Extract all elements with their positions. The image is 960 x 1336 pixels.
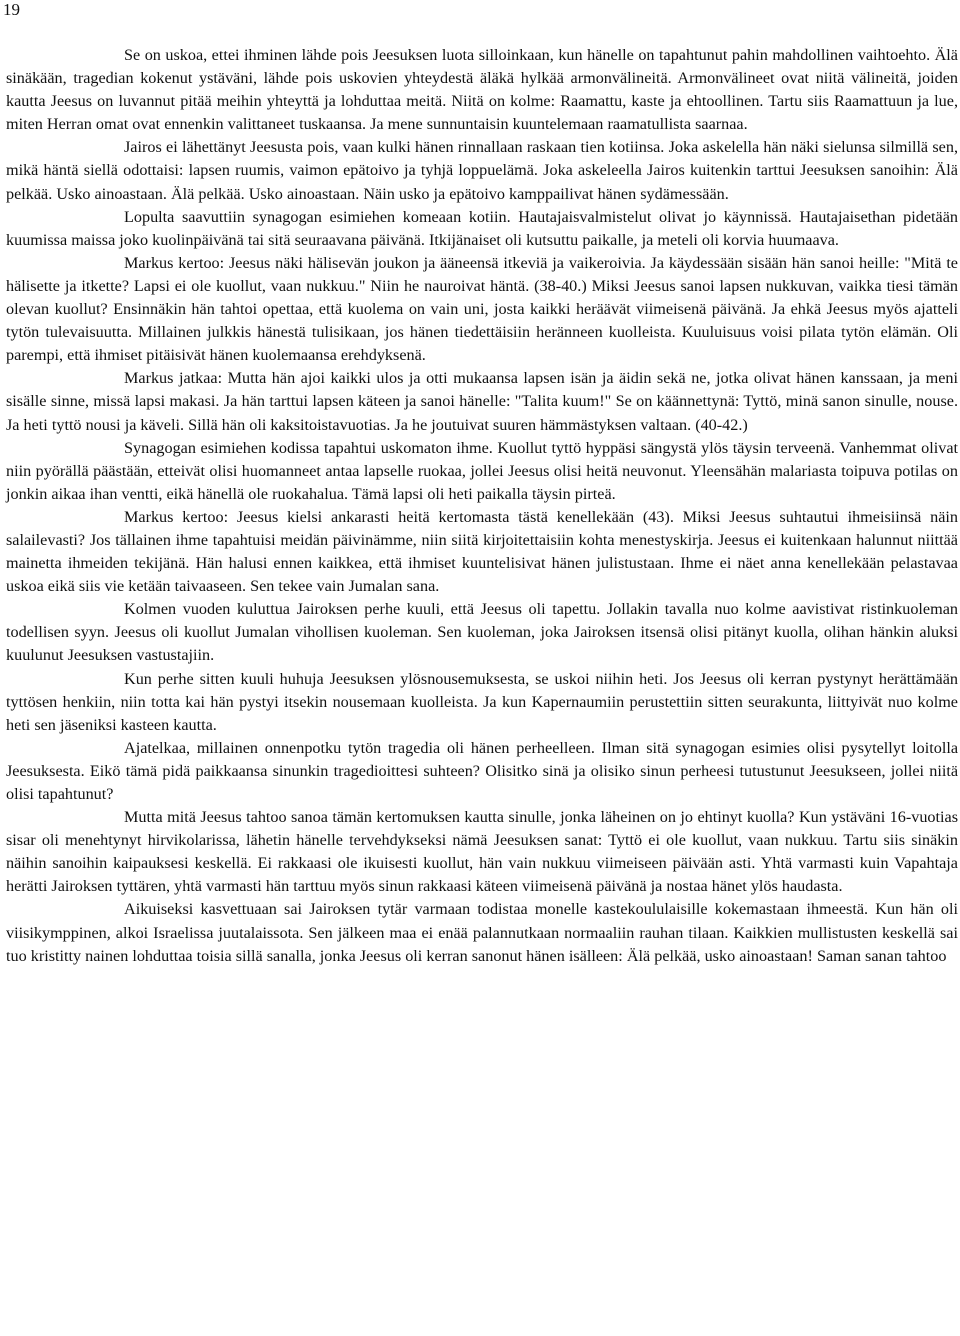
paragraph: Mutta mitä Jeesus tahtoo sanoa tämän kertomuksen kautta sinulle, jonka läheinen on jo ehtinyt kuolla? Kun ystäväni 16-vuotias sisar oli menehtynyt hirvikolarissa, lähetin hänelle tervehdykseksi nämä Jeesuksen sanat: Tyttö ei ole kuollut, vaan nukkuu. Tartu siis sinäkin näihin sanoihin kaipauksesi keskellä. Ei rakkaasi ole ikuisesti kuollut, hän vain nukkuu viimeiseen päivään asti. Yhtä varmasti kuin Vapahtaja herätti Jairoksen tyttären, yhtä varmasti hän tarttuu myös sinun rakkaasi käteen viimeisenä päivänä ja nostaa hänet ylös haudasta. <box>6 808 958 896</box>
paragraph: Markus jatkaa: Mutta hän ajoi kaikki ulos ja otti mukaansa lapsen isän ja äidin sekä ne, jotka olivat hänen kanssaan, ja meni sisälle sinne, missä lapsi makasi. Ja hän tarttui lapsen käteen ja sanoi hänelle: "Talita kuum!" Se on käännettynä: Tyttö, minä sanon sinulle, nouse. Ja heti tyttö nousi ja käveli. Sillä hän oli kaksitoistavuotias. Ja he joutuivat suuren hämmästyksen valtaan. (40-42.) <box>6 369 958 434</box>
body-text <box>6 44 958 968</box>
paragraph: Kolmen vuoden kuluttua Jairoksen perhe kuuli, että Jeesus oli tapettu. Jollakin tavalla nuo kolme aavistivat ristinkuoleman todellisen syyn. Jeesus oli kuollut Jumalan vihollisen kuoleman. Sen kuoleman, joka Jairoksen itsensä olisi pitänyt kuolla, olihan hänkin aluksi kuulunut Jeesuksen vastustajiin. <box>6 600 958 665</box>
paragraph: Ajatelkaa, millainen onnenpotku tytön tragedia oli hänen perheelleen. Ilman sitä synagogan esimies olisi pysytellyt loitolla Jeesuksesta. Eikö tämä pidä paikkaansa sinunkin tragedioittesi suhteen? Olisitko sinä ja olisiko sinun perheesi tutustunut Jeesukseen, jollei niitä olisi tapahtunut? <box>6 738 958 803</box>
paragraph: Jairos ei lähettänyt Jeesusta pois, vaan kulki hänen rinnallaan raskaan tien kotiinsa. Joka askelella hän näki sielunsa silmillä sen, mikä häntä siellä odottaisi: lapsen ruumis, vaimon epätoivo ja tyhjä loppuelämä. Joka askeleella Jairos kuitenkin tarttui Jeesuksen sanoihin: Älä pelkää. Usko ainoastaan. Älä pelkää. Usko ainoastaan. Näin usko ja epätoivo kamppailivat hänen sydämessään. <box>6 138 958 203</box>
paragraph: Lopulta saavuttiin synagogan esimiehen komeaan kotiin. Hautajaisvalmistelut olivat jo käynnissä. Hautajaisethan pidetään kuumissa maissa joko kuolinpäivänä tai sitä seuraavana päivänä. Itkijänaiset oli kutsuttu paikalle, ja meteli oli korvia huumaava. <box>6 207 958 249</box>
paragraph: Kun perhe sitten kuuli huhuja Jeesuksen ylösnousemuksesta, se uskoi niihin heti. Jos Jeesus oli kerran pystynyt herättämään tyttösen henkiin, niin totta kai hän pystyi itsekin nousemaan kuolleista. Ja kun Kapernaumiin perustettiin sitten seurakunta, liittyivät nuo kolme heti sen jäseniksi kasteen kautta. <box>6 669 958 734</box>
paragraph: Markus kertoo: Jeesus näki hälisevän joukon ja ääneensä itkeviä ja vaikeroivia. Ja käydessään sisään hän sanoi heille: "Mitä te hälisette ja itkette? Lapsi ei ole kuollut, vaan nukkuu." Niin he nauroivat häntä. (38-40.) Miksi Jeesus sanoi lapsen nukkuvan, vaikka tiesi tämän olevan kuollut? Ensinnäkin hän tahtoi opettaa, että kuolema on vain uni, josta kaikki heräävät viimeisenä päivänä. Ja ehkä Jeesus myös ajatteli tytön tulevaisuutta. Millainen julkkis hänestä tulisikaan, jos hänen tiedettäisiin heränneen kuolleista. Kuuluisuus voisi pilata tytön elämän. Oli parempi, että ihmiset pitäisivät hänen kuolemaansa erehdyksenä. <box>6 253 958 365</box>
paragraph: Synagogan esimiehen kodissa tapahtui uskomaton ihme. Kuollut tyttö hyppäsi sängystä ylös täysin terveenä. Vanhemmat olivat niin pyörällä päästään, etteivät olisi huomanneet antaa lapselle ruokaa, jollei Jeesus olisi heitä neuvonut. Yleensähän malariasta toipuva potilas on jonkin aikaa ihan ventti, eikä hänellä ole ruokahalua. Tämä lapsi oli heti paikalla täysin pirteä. <box>6 438 958 503</box>
paragraph: Aikuiseksi kasvettuaan sai Jairoksen tytär varmaan todistaa monelle kastekoululaisille kokemastaan ihmeestä. Kun hän oli viisikymppinen, alkoi Israelissa juutalaissota. Sen jälkeen maa ei enää palannutkaan normaaliin rauhan tilaan. Kaikkien mullistusten keskellä sai tuo kristitty nainen lohduttaa toisia sillä sanalla, jonka Jeesus oli kerran sanonut hänen isälleen: Älä pelkää, usko ainoastaan! Saman sanan tahtoo <box>6 900 958 965</box>
paragraph: Se on uskoa, ettei ihminen lähde pois Jeesuksen luota silloinkaan, kun hänelle on tapahtunut pahin mahdollinen vaihtoehto. Älä sinäkään, tragedian kokenut ystäväni, lähde pois uskovien yhteydestä äläkä hylkää armonvälineitä. Armonvälineet ovat niitä välineitä, joiden kautta Jeesus on luvannut pitää meihin yhteyttä ja lohduttaa meitä. Niitä on kolme: Raamattu, kaste ja ehtoollinen. Tartu siis Raamattuun ja lue, miten Herran omat ovat ennenkin valittaneet tuskaansa. Ja mene sunnuntaisin kuuntelemaan raamatullista saarnaa. <box>6 46 958 134</box>
page-number: 19 <box>3 0 20 19</box>
paragraph: Markus kertoo: Jeesus kielsi ankarasti heitä kertomasta tästä kenellekään (43). Miksi Jeesus suhtautui ihmeisiinsä näin salailevasti? Jos tällainen ihme tapahtuisi meidän päivinämme, niin siitä kirjoitettaisiin kohta menestyskirja. Jeesus ei kuitenkaan halunnut niittää mainetta ihmeiden tekijänä. Hän halusi ennen kaikkea, että ihmiset kuuntelisivat hänen julistustaan. Ihme ei näet anna kenellekään pelastavaa uskoa eikä siis vie ketään taivaaseen. Sen tekee vain Jumalan sana. <box>6 507 958 596</box>
